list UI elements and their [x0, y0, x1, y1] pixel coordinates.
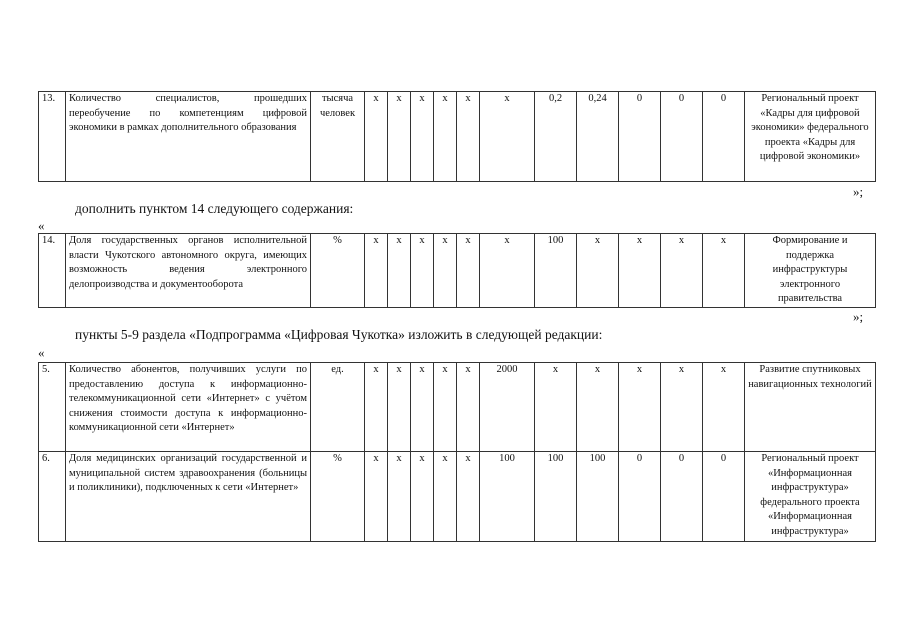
- value-cell: х: [434, 363, 457, 452]
- opening-quote: «: [38, 218, 45, 233]
- value-cell: 100: [577, 452, 619, 542]
- source-cell: Формирование и поддержка инфраструктуры электронного правительства: [745, 234, 876, 308]
- value-cell: х: [388, 363, 411, 452]
- value-cell: х: [661, 363, 703, 452]
- row-number: 13.: [39, 92, 66, 182]
- indicator-description: Доля государственных органов исполнительной власти Чукотского автономного округа, имеющих возможность ведения электронного делопроизводства и документооборота: [66, 234, 311, 308]
- value-cell: х: [480, 234, 535, 308]
- value-cell: х: [457, 234, 480, 308]
- value-cell: х: [661, 234, 703, 308]
- value-cell: х: [457, 92, 480, 182]
- value-cell: х: [388, 234, 411, 308]
- paragraph-text: дополнить пунктом 14 следующего содержания:: [75, 201, 354, 216]
- value-cell: 0: [703, 92, 745, 182]
- value-cell: х: [388, 452, 411, 542]
- source-cell: Развитие спутниковых навигационных технологий: [745, 363, 876, 452]
- value-cell: 0: [661, 92, 703, 182]
- value-cell: х: [434, 92, 457, 182]
- value-cell: х: [411, 452, 434, 542]
- value-cell: 0: [619, 92, 661, 182]
- indicator-table-13: [38, 91, 876, 182]
- indicator-description: Количество абонентов, получивших услуги по предоставлению доступа к информационно-телекоммуникационной сети «Интернет» с учётом снижения стоимости доступа к информационно-коммуникационной сети «Интернет»: [66, 363, 311, 452]
- unit-cell: тысяча человек: [311, 92, 365, 182]
- paragraph-text: пункты 5-9 раздела «Подпрограмма «Цифровая Чукотка» изложить в следующей редакции:: [75, 327, 603, 342]
- source-cell: Региональный проект «Кадры для цифровой экономики» федерального проекта «Кадры для цифровой экономики»: [745, 92, 876, 182]
- table-row: [39, 234, 876, 308]
- value-cell: х: [434, 452, 457, 542]
- table-row: [39, 452, 876, 542]
- unit-cell: ед.: [311, 363, 365, 452]
- value-cell: 2000: [480, 363, 535, 452]
- value-cell: х: [365, 452, 388, 542]
- indicator-description: Доля медицинских организаций государственной и муниципальной систем здравоохранения (больницы и поликлиники), подключенных к сети «Интернет»: [66, 452, 311, 542]
- unit-cell: %: [311, 234, 365, 308]
- value-cell: х: [457, 363, 480, 452]
- value-cell: 0: [619, 452, 661, 542]
- value-cell: х: [703, 363, 745, 452]
- value-cell: х: [365, 92, 388, 182]
- value-cell: 0,2: [535, 92, 577, 182]
- value-cell: х: [434, 234, 457, 308]
- unit-cell: %: [311, 452, 365, 542]
- table-row: [39, 92, 876, 182]
- closing-quote: »;: [853, 184, 864, 199]
- value-cell: 0: [661, 452, 703, 542]
- value-cell: х: [619, 363, 661, 452]
- value-cell: х: [411, 363, 434, 452]
- source-cell: Региональный проект «Информационная инфраструктура» федерального проекта «Информационная инфраструктура»: [745, 452, 876, 542]
- value-cell: х: [577, 234, 619, 308]
- table-row: [39, 363, 876, 452]
- value-cell: х: [457, 452, 480, 542]
- value-cell: 0,24: [577, 92, 619, 182]
- value-cell: х: [365, 363, 388, 452]
- value-cell: х: [619, 234, 661, 308]
- value-cell: х: [535, 363, 577, 452]
- closing-quote: »;: [853, 309, 864, 324]
- indicator-table-5-6: [38, 362, 876, 542]
- value-cell: х: [411, 234, 434, 308]
- row-number: 6.: [39, 452, 66, 542]
- value-cell: 100: [535, 452, 577, 542]
- value-cell: 100: [480, 452, 535, 542]
- value-cell: х: [703, 234, 745, 308]
- indicator-description: Количество специалистов, прошедших переобучение по компетенциям цифровой экономики в рамках дополнительного образования: [66, 92, 311, 182]
- value-cell: 100: [535, 234, 577, 308]
- value-cell: х: [577, 363, 619, 452]
- value-cell: х: [480, 92, 535, 182]
- row-number: 5.: [39, 363, 66, 452]
- value-cell: 0: [703, 452, 745, 542]
- opening-quote: «: [38, 345, 45, 360]
- value-cell: х: [365, 234, 388, 308]
- value-cell: х: [411, 92, 434, 182]
- value-cell: х: [388, 92, 411, 182]
- row-number: 14.: [39, 234, 66, 308]
- indicator-table-14: [38, 233, 876, 308]
